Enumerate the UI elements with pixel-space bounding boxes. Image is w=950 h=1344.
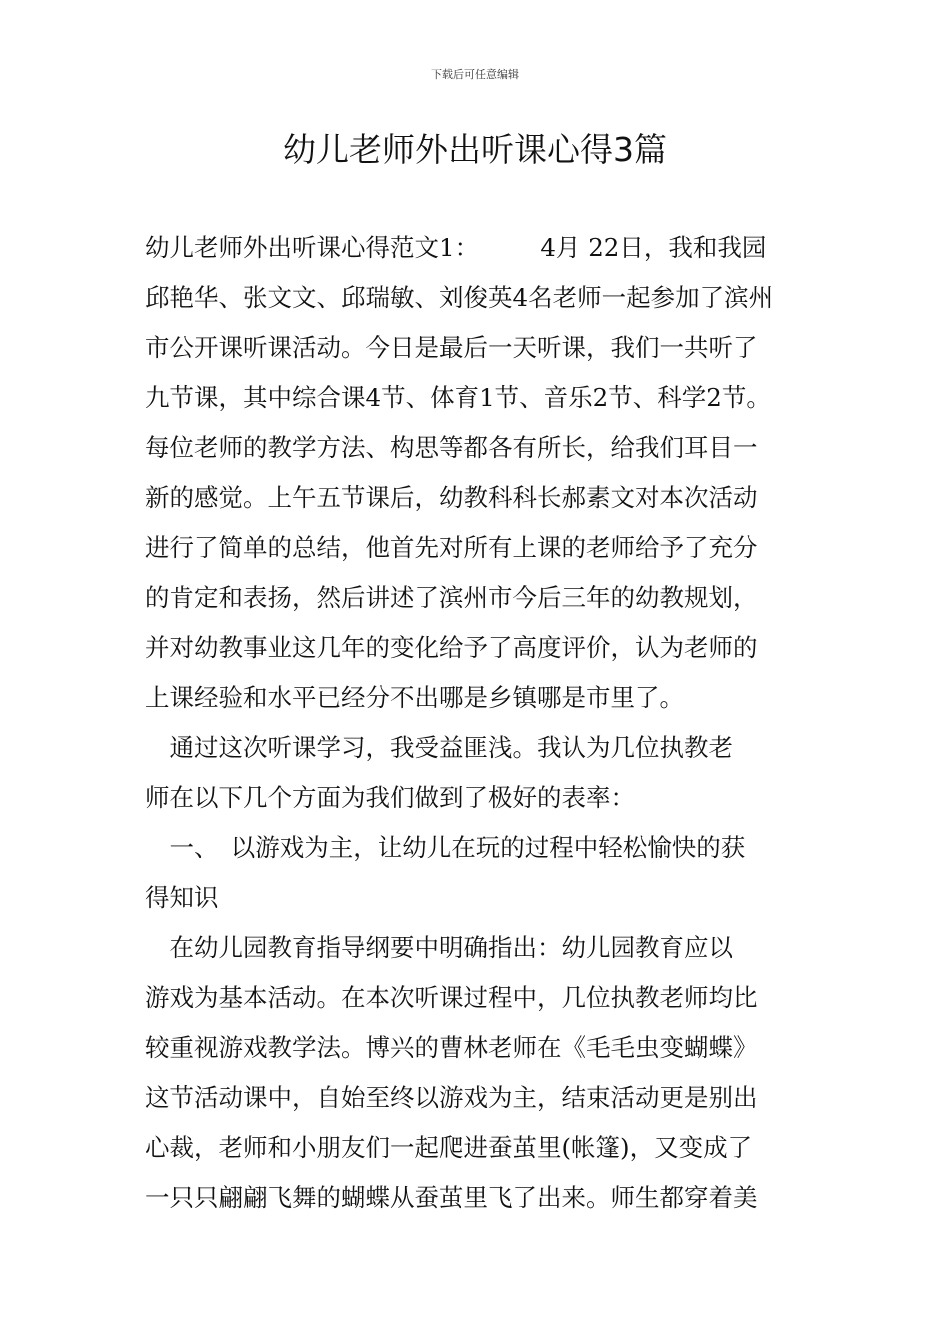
body-line: 心裁，老师和小朋友们一起爬进蚕茧里(帐篷)，又变成了	[145, 1133, 753, 1162]
body-line: 每位老师的教学方法、构思等都各有所长，给我们耳目一	[145, 433, 758, 462]
body-line: 新的感觉。上午五节课后，幼教科科长郝素文对本次活动	[145, 483, 758, 512]
body-line: 一、 以游戏为主，让幼儿在玩的过程中轻松愉快的获	[145, 833, 746, 862]
body-line: 这节活动课中，自始至终以游戏为主，结束活动更是别出	[145, 1083, 758, 1112]
body-line: 较重视游戏教学法。博兴的曹林老师在《毛毛虫变蝴蝶》	[145, 1033, 758, 1062]
body-line: 得知识	[145, 883, 219, 912]
body-line: 一只只翩翩飞舞的蝴蝶从蚕茧里飞了出来。师生都穿着美	[145, 1183, 758, 1212]
body-line: 市公开课听课活动。今日是最后一天听课，我们一共听了	[145, 333, 758, 362]
body-line: 游戏为基本活动。在本次听课过程中，几位执教老师均比	[145, 983, 758, 1012]
body-line: 幼儿老师外出听课心得范文1： 4月 22日，我和我园	[145, 233, 767, 262]
body-line: 的肯定和表扬，然后讲述了滨州市今后三年的幼教规划，	[145, 583, 758, 612]
body-line: 在幼儿园教育指导纲要中明确指出：幼儿园教育应以	[145, 933, 733, 962]
body-line: 并对幼教事业这几年的变化给予了高度评价，认为老师的	[145, 633, 758, 662]
body-line: 进行了简单的总结，他首先对所有上课的老师给予了充分	[145, 533, 758, 562]
body-line: 上课经验和水平已经分不出哪是乡镇哪是市里了。	[145, 683, 684, 712]
header-note: 下载后可任意编辑	[431, 68, 519, 81]
body-line: 通过这次听课学习，我受益匪浅。我认为几位执教老	[145, 733, 733, 762]
document-title: 幼儿老师外出听课心得3篇	[283, 130, 667, 169]
body-line: 邱艳华、张文文、邱瑞敏、刘俊英4名老师一起参加了滨州	[145, 283, 774, 312]
body-line: 师在以下几个方面为我们做到了极好的表率：	[145, 783, 635, 812]
body-line: 九节课，其中综合课4节、体育1节、音乐2节、科学2节。	[145, 383, 771, 412]
